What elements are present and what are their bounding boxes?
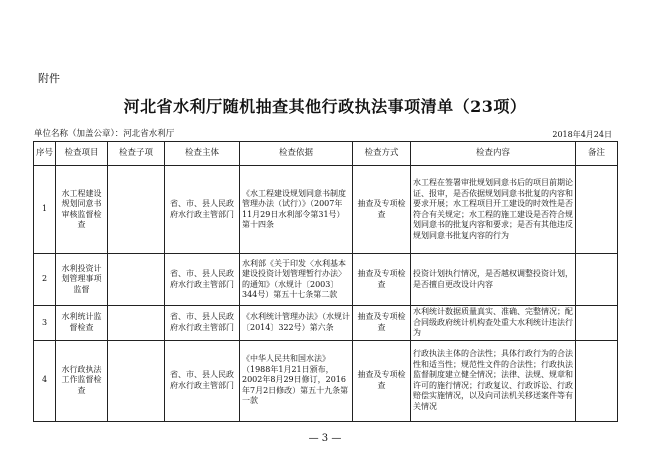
cell-method: 抽查及专项检查 bbox=[353, 254, 411, 306]
cell-remark bbox=[576, 254, 618, 306]
cell-item: 水利统计监督检查 bbox=[56, 306, 108, 341]
cell-no: 2 bbox=[34, 254, 56, 306]
cell-item: 水利投资计划管理事项监督 bbox=[56, 254, 108, 306]
cell-sub bbox=[108, 306, 165, 341]
cell-method: 抽查及专项检查 bbox=[353, 340, 411, 421]
col-header-subject: 检查主体 bbox=[165, 142, 240, 166]
cell-basis: 水利部《关于印发〈水利基本建设投资计划管理暂行办法〉的通知》（水规计〔2003〕344号）第五十七条第二款 bbox=[240, 254, 353, 306]
col-header-item: 检查项目 bbox=[56, 142, 108, 166]
col-header-basis: 检查依据 bbox=[240, 142, 353, 166]
page-number: — 3 — bbox=[308, 433, 342, 444]
cell-remark bbox=[576, 340, 618, 421]
cell-content: 投资计划执行情况，是否越权调整投资计划，是否擅自更改设计内容 bbox=[411, 254, 576, 306]
col-header-content: 检查内容 bbox=[411, 142, 576, 166]
cell-sub bbox=[108, 166, 165, 254]
cell-subject: 省、市、县人民政府水行政主管部门 bbox=[165, 306, 240, 341]
cell-subject: 省、市、县人民政府水行政主管部门 bbox=[165, 166, 240, 254]
col-header-remark: 备注 bbox=[576, 142, 618, 166]
col-header-sub: 检查子项 bbox=[108, 142, 165, 166]
table-row bbox=[34, 254, 618, 306]
cell-subject: 省、市、县人民政府水行政主管部门 bbox=[165, 340, 240, 421]
cell-content: 水利统计数据质量真实、准确、完整情况；配合同级政府统计机构查处重大水利统计违法行为 bbox=[411, 306, 576, 341]
cell-item: 水工程建设规划同意书审核监督检查 bbox=[56, 166, 108, 254]
cell-basis: 《水利统计管理办法》（水规计〔2014〕322号）第六条 bbox=[240, 306, 353, 341]
cell-method: 抽查及专项检查 bbox=[353, 306, 411, 341]
cell-content: 行政执法主体的合法性；具体行政行为的合法性和适当性；规范性文件的合法性；行政执法监督制度建立健全情况；法律、法规、规章和许可的施行情况；行政复议、行政诉讼、行政赔偿实施情况，以及向司法机关移送案件等有关情况 bbox=[411, 340, 576, 421]
cell-remark bbox=[576, 306, 618, 341]
cell-sub bbox=[108, 340, 165, 421]
attachment-label: 附件 bbox=[38, 72, 60, 85]
cell-item: 水行政执法工作监督检查 bbox=[56, 340, 108, 421]
cell-basis: 《中华人民共和国水法》（1988年1月21日颁布，2002年8月29日修订，2016年7月2日修改）第五十九条第一款 bbox=[240, 340, 353, 421]
table-row bbox=[34, 340, 618, 421]
cell-no: 1 bbox=[34, 166, 56, 254]
cell-method: 抽查及专项检查 bbox=[353, 166, 411, 254]
cell-basis: 《水工程建设规划同意书制度管理办法（试行）》（2007年11月29日水利部令第31号）第十四条 bbox=[240, 166, 353, 254]
cell-no: 3 bbox=[34, 306, 56, 341]
table-row bbox=[34, 166, 618, 254]
col-header-no: 序号 bbox=[34, 142, 56, 166]
cell-remark bbox=[576, 166, 618, 254]
page-title: 河北省水利厅随机抽查其他行政执法事项清单（23项） bbox=[123, 97, 527, 116]
cell-subject: 省、市、县人民政府水行政主管部门 bbox=[165, 254, 240, 306]
inspection-table bbox=[33, 141, 618, 422]
col-header-method: 检查方式 bbox=[353, 142, 411, 166]
cell-no: 4 bbox=[34, 340, 56, 421]
cell-sub bbox=[108, 254, 165, 306]
unit-name: 单位名称（加盖公章）：河北省水利厅 bbox=[34, 129, 175, 139]
cell-content: 水工程在签署审批规划同意书后的项目前期论证、报审，是否依据规划同意书批复的内容和要求开展；水工程项目开工建设的时效性是否符合有关规定；水工程的施工建设是否符合规划同意书的批复内容和要求；是否有其他违反规划同意书批复内容的行为 bbox=[411, 166, 576, 254]
document-date: 2018年4月24日 bbox=[552, 130, 612, 139]
table-header-row bbox=[34, 142, 618, 166]
table-row bbox=[34, 306, 618, 341]
